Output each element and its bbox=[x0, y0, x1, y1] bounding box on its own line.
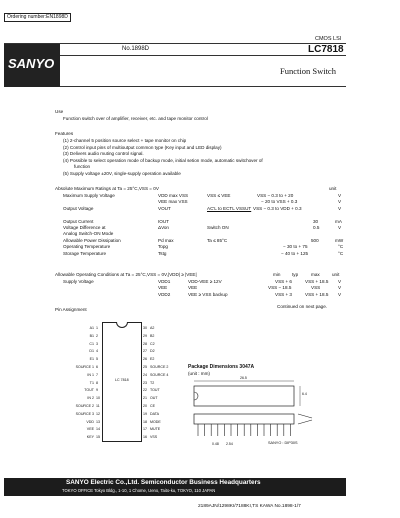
pin-label-left: TOUT bbox=[84, 388, 94, 393]
pin-label-left: T1 bbox=[89, 380, 94, 385]
col-min: min bbox=[273, 272, 281, 277]
pin-label-left: SOURCE 3 bbox=[75, 411, 94, 416]
pin-number-left: 2 bbox=[96, 333, 98, 338]
pin-label-right: OUT bbox=[150, 396, 158, 401]
pin-number-left: 14 bbox=[96, 427, 100, 432]
footer-company: SANYO Electric Co.,Ltd. Semiconductor Business Headquarters bbox=[66, 479, 261, 486]
feature-3: (3) Delivers audio muting control signal. bbox=[63, 151, 144, 156]
pin-label-left: A1 bbox=[89, 326, 94, 330]
ic-chip-label: LC 7818 bbox=[115, 378, 129, 382]
pin-number-left: 8 bbox=[96, 380, 98, 385]
pin-number-right: 18 bbox=[143, 419, 147, 424]
pin-number-right: 28 bbox=[143, 341, 147, 346]
pin-label-right: B2 bbox=[150, 333, 155, 338]
pin-label-right: D2 bbox=[150, 349, 155, 354]
continued-note: Continued on next page. bbox=[277, 304, 328, 309]
pin-number-left: 6 bbox=[96, 365, 98, 369]
pin-number-left: 13 bbox=[96, 419, 100, 424]
package-sanyo-code: SANYO : DIP30S bbox=[268, 441, 298, 445]
pin-number-right: 27 bbox=[143, 349, 147, 354]
abs-unit-heading: unit bbox=[329, 186, 337, 191]
pin-number-right: 22 bbox=[143, 388, 147, 393]
pin-label-left: E1 bbox=[89, 357, 94, 362]
title-rule-top bbox=[60, 55, 346, 56]
pin-label-left: VEE bbox=[86, 427, 94, 432]
feature-2: (2) Control input pins of multioutput common type (Key input and LED display) bbox=[63, 144, 222, 150]
footer-doc-code: 2189AJN/1298KI/7188KI,TS KAWA No.1898-1/7 bbox=[198, 504, 301, 509]
pin-number-right: 25 bbox=[143, 365, 147, 369]
pin-label-right: T2 bbox=[150, 380, 155, 385]
title-rule-bottom bbox=[60, 86, 346, 87]
abs-max-table bbox=[55, 193, 345, 257]
pin-label-right: CE bbox=[150, 404, 155, 408]
use-text: Function switch over of amplifier, receiver, etc. and tape monitor control bbox=[63, 116, 208, 121]
pin-label-right: MUTE bbox=[150, 427, 161, 432]
table-row: Voltage Difference at ΔVon Switch ON 0.5 V bbox=[63, 224, 342, 230]
pin-number-right: 21 bbox=[143, 396, 147, 401]
pin-number-left: 3 bbox=[96, 341, 98, 346]
pin-number-right: 20 bbox=[143, 404, 147, 408]
pin-label-left: SOURCE 1 bbox=[75, 365, 94, 369]
package-dim-length: 26.5 bbox=[240, 376, 247, 380]
package-dim-pitch: 2.54 bbox=[226, 442, 233, 446]
pin-number-right: 29 bbox=[143, 333, 147, 338]
pin-label-left: IN 1 bbox=[87, 372, 94, 377]
table-row: VEE max VSS − 20 to VSS + 0.3 V bbox=[158, 199, 342, 205]
feature-4-cont: function bbox=[74, 164, 91, 169]
table-row: Operating Temperature Topg − 30 to + 75 °C bbox=[63, 244, 344, 250]
feature-1: (1) 2-channel 5 position source select + tape monitor on chip bbox=[63, 138, 187, 143]
part-number: LC7818 bbox=[308, 44, 344, 55]
use-heading: Use bbox=[55, 109, 64, 114]
table-row: Supply Voltage VDD1 VDD-VEE ≥ 12V VSS + 6 VSS + 18.5 V bbox=[63, 279, 342, 284]
package-unit: (unit : mm) bbox=[188, 371, 210, 376]
table-row: VEE VEE VSS − 18.5 VSS V bbox=[158, 285, 342, 291]
document-number: No.1898D bbox=[122, 46, 150, 52]
pin-label-right: A2 bbox=[150, 326, 155, 330]
pin-number-left: 4 bbox=[96, 349, 98, 354]
allow-table bbox=[55, 279, 345, 298]
pin-label-right: MODE bbox=[150, 419, 161, 424]
table-row: Allowable Power Dissipation Pd max Ta ≤ 85°C 500 mW bbox=[63, 237, 344, 243]
pin-number-right: 19 bbox=[143, 411, 147, 416]
features-heading: Features bbox=[55, 131, 74, 136]
package-heading: Package Dimensions 3047A bbox=[188, 364, 255, 370]
pin-label-right: TOUT bbox=[150, 388, 160, 393]
pin-label-left: C1 bbox=[89, 341, 94, 346]
package-drawing bbox=[180, 378, 330, 448]
table-row: Storage Temperature Tstg − 40 to + 125 °C bbox=[63, 250, 344, 256]
pin-number-right: 16 bbox=[143, 435, 147, 440]
pin-assignment-heading: Pin Assignment bbox=[55, 307, 87, 312]
pin-label-right: SOURCE 4 bbox=[150, 372, 169, 377]
pin-label-right: E2 bbox=[150, 357, 155, 362]
cmos-label: CMOS LSI bbox=[315, 36, 342, 42]
table-row: Output Current IOUT 30 mA bbox=[63, 218, 342, 224]
pin-label-left: IN 2 bbox=[87, 396, 94, 401]
allow-heading: Allowable Operating Conditions at Ta = 25°C,VSS = 0V,|VDD| ≥ |VEE| bbox=[55, 272, 197, 277]
abs-max-heading: Absolute Maximum Ratings at Ta = 25°C,VSS = 0V bbox=[55, 186, 159, 191]
pin-number-left: 9 bbox=[96, 388, 98, 393]
pin-number-right: 26 bbox=[143, 357, 147, 362]
package-dim-width: 6.4 bbox=[302, 392, 307, 396]
feature-5: (5) Supply voltage ±20V, single-supply operation available bbox=[63, 170, 181, 176]
ordering-number: Ordering number:EN1898D bbox=[4, 13, 71, 22]
pin-number-left: 12 bbox=[96, 411, 100, 416]
pin-label-left: SOURCE 2 bbox=[75, 404, 94, 408]
package-dim-lead: 0.48 bbox=[212, 442, 219, 446]
table-row: VDD2 VEE ≥ VSS backup VSS + 3 VSS + 18.5 V bbox=[158, 291, 342, 297]
pin-label-left: B1 bbox=[89, 333, 94, 338]
pin-number-right: 30 bbox=[143, 326, 147, 330]
pin-label-right: DATA bbox=[150, 411, 160, 416]
pin-number-left: 1 bbox=[96, 326, 98, 330]
pin-number-left: 5 bbox=[96, 357, 98, 362]
pin-label-right: SOURCE 2 bbox=[150, 365, 169, 369]
pin-number-left: 10 bbox=[96, 396, 100, 401]
pin-label-left: KEY bbox=[86, 435, 94, 440]
col-max: max bbox=[311, 272, 320, 277]
footer-address: TOKYO OFFICE Tokyo Bldg., 1-10, 1 Chome, Ueno, Taito-ku, TOKYO, 110 JAPAN bbox=[62, 488, 216, 493]
table-row: Maximum Supply Voltage VDD max VSS VSS ≤ VEE VSS − 0.3 to + 20 V bbox=[63, 193, 342, 198]
pin-label-right: C2 bbox=[150, 341, 155, 346]
col-unit: unit bbox=[332, 272, 340, 277]
sanyo-logo-text: SANYO bbox=[8, 56, 55, 71]
pin-number-right: 17 bbox=[143, 427, 147, 432]
pin-number-right: 23 bbox=[143, 380, 147, 385]
table-row: Analog Switch-ON Mode bbox=[63, 231, 114, 237]
pin-number-left: 7 bbox=[96, 372, 98, 377]
ic-body bbox=[102, 322, 142, 442]
pin-label-left: VDD bbox=[86, 419, 94, 424]
pin-number-left: 15 bbox=[96, 435, 100, 440]
pin-label-right: VSS bbox=[150, 435, 158, 440]
col-typ: typ bbox=[292, 272, 299, 277]
feature-4: (4) Possible to select operation mode of backup mode, initial setion mode, automatic switchover of bbox=[63, 157, 263, 163]
table-row: Output Voltage VOUT AC'L to ECTL VSSUT VSS − 0.3 to VDD + 0.3 V bbox=[63, 205, 342, 211]
pin-number-left: 11 bbox=[96, 404, 100, 408]
page-title: Function Switch bbox=[280, 66, 336, 76]
pin-label-left: D1 bbox=[89, 349, 94, 354]
pin-number-right: 24 bbox=[143, 372, 147, 377]
